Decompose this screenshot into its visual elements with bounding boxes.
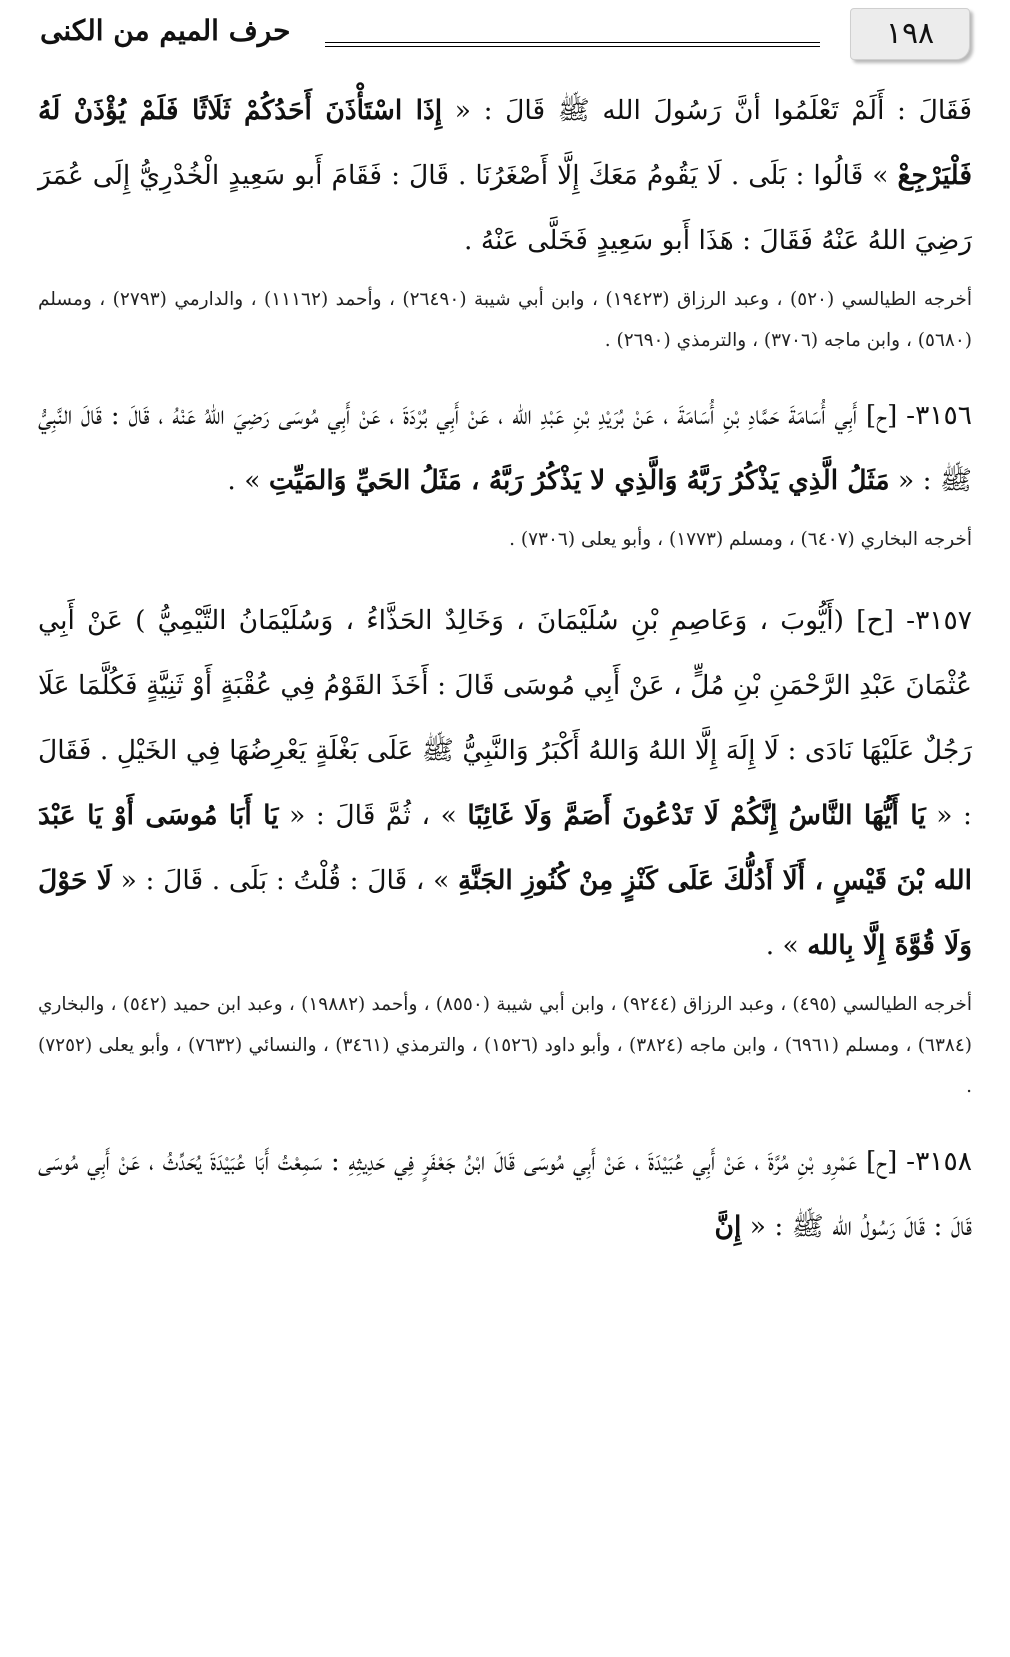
text-run: » ، ثُمَّ قَالَ : « bbox=[278, 800, 468, 831]
prophetic-saying: إِنَّ bbox=[714, 1211, 742, 1242]
prophetic-saying: يَا أَبَا مُوسَى أَوْ يَا عَبْدَ الله بْنَ قَيْسٍ ، أَلَا أَدُلُّكَ عَلَى كَنْزٍ مِنْ كُنُوزِ الجَنَّةِ bbox=[38, 800, 972, 896]
text-run: ٣١٥٨- [ح] عَمْرِو بْنِ مُرَّةَ ، عَنْ أَبِي عُبَيْدَةَ ، عَنْ أَبِي مُوسَى قَالَ ابْنُ جَعْفَرٍ فِي حَدِيثِهِ : سَمِعْتُ أَبَا عُبَيْدَةَ يُحَدِّثُ ، عَنْ أَبِي مُوسَى قَالَ : قَالَ رَسُولُ الله ﷺ : « bbox=[38, 1146, 972, 1242]
hadith-3156 bbox=[38, 383, 972, 513]
text-run: فَقَالَ : أَلَمْ تَعْلَمُوا أنَّ رَسُولَ الله ﷺ قَالَ : « bbox=[442, 95, 972, 126]
text-run: » . bbox=[765, 930, 808, 961]
takhrij-note: أخرجه البخاري (٦٤٠٧) ، ومسلم (١٧٧٣) ، وأبو يعلى (٧٣٠٦) . bbox=[509, 529, 972, 550]
takhrij-note: أخرجه الطيالسي (٤٩٥) ، وعبد الرزاق (٩٢٤٤) ، وابن أبي شيبة (٨٥٥٠) ، وأحمد (١٩٨٨٢) ، وعبد ابن حميد (٥٤٢) ، والبخاري (٦٣٨٤) ، ومسلم (٦٩٦١) ، وابن ماجه (٣٨٢٤) ، وأبو داود (١٥٢٦) ، والترمذي (٣٤٦١) ، والنسائي (٧٦٣٢) ، وأبو يعلى (٧٢٥٢) . bbox=[38, 994, 972, 1097]
text-run: » . bbox=[227, 465, 269, 496]
hadith-text bbox=[38, 78, 972, 273]
header-rule bbox=[325, 42, 820, 47]
page-body bbox=[38, 78, 972, 1259]
hadith-3157 bbox=[38, 588, 972, 978]
prophetic-saying: إِذَا اسْتَأْذَنَ أَحَدُكُمْ ثَلَاثًا فَلَمْ يُؤْذَنْ لَهُ فَلْيَرْجِعْ bbox=[38, 95, 972, 191]
prophetic-saying: يَا أَيُّهَا النَّاسُ إِنَّكُمْ لَا تَدْعُونَ أَصَمَّ وَلَا غَائِبًا bbox=[467, 800, 926, 831]
text-run: » قَالُوا : بَلَى . لَا يَقُومُ مَعَكَ إِلَّا أَصْغَرُنَا . قَالَ : فَقَامَ أَبو سَعِيدٍ الْخُدْرِيُّ إِلَى عُمَرَ رَضِيَ اللهُ عَنْهُ فَقَالَ : هَذَا أَبو سَعِيدٍ فَخَلَّى عَنْهُ . bbox=[38, 160, 972, 256]
text-run: ٣١٥٦- [ح] أَبِي أُسَامَةَ حَمَّادِ بْنِ أُسَامَةَ ، عَنْ بُرَيْدِ بْنِ عَبْدِ الله ، عَنْ أَبِي بُرْدَةَ ، عَنْ أَبِي مُوسَى رَضِيَ اللهُ عَنْهُ ، قَالَ : قَالَ النَّبِيُّ ﷺ : « bbox=[38, 400, 972, 496]
text-run: ٣١٥٧- [ح] (أَيُّوبَ ، وَعَاصِمِ بْنِ سُلَيْمَانَ ، وَخَالِدٌ الحَذَّاءُ ، وَسُلَيْمَانُ التَّيْمِيُّ ) عَنْ أَبِي عُثْمَانَ عَبْدِ الرَّحْمَنِ بْنِ مُلٍّ ، عَنْ أَبِي مُوسَى قَالَ : أَخَذَ القَوْمُ فِي عُقْبَةٍ أَوْ ثَنِيَّةٍ فَكُلَّمَا عَلَا رَجُلٌ عَلَيْهَا نَادَى : لَا إِلَهَ إِلَّا اللهُ وَاللهُ أَكْبَرُ وَالنَّبِيُّ ﷺ عَلَى بَغْلَةٍ يَعْرِضُهَا فِي الخَيْلِ . فَقَالَ : « bbox=[38, 605, 972, 831]
running-title: حرف الميم من الكنى bbox=[40, 14, 291, 47]
hadith-3158 bbox=[38, 1129, 972, 1259]
text-run: » ، قَالَ : قُلْتُ : بَلَى . قَالَ : « bbox=[111, 865, 459, 896]
page-number: ١٩٨ bbox=[850, 8, 970, 60]
takhrij-note: أخرجه الطيالسي (٥٢٠) ، وعبد الرزاق (١٩٤٢٣) ، وابن أبي شيبة (٢٦٤٩٠) ، وأحمد (١١١٦٢) ، والدارمي (٢٧٩٣) ، ومسلم (٥٦٨٠) ، وابن ماجه (٣٧٠٦) ، والترمذي (٢٦٩٠) . bbox=[38, 289, 972, 351]
prophetic-saying: لَا حَوْلَ وَلَا قُوَّةَ إِلَّا بِالله bbox=[38, 865, 972, 961]
page-header bbox=[40, 8, 970, 64]
prophetic-saying: مَثَلُ الَّذِي يَذْكُرُ رَبَّهُ وَالَّذِي لا يَذْكُرُ رَبَّهُ ، مَثَلُ الحَيِّ وَالمَيِّتِ bbox=[268, 465, 890, 496]
